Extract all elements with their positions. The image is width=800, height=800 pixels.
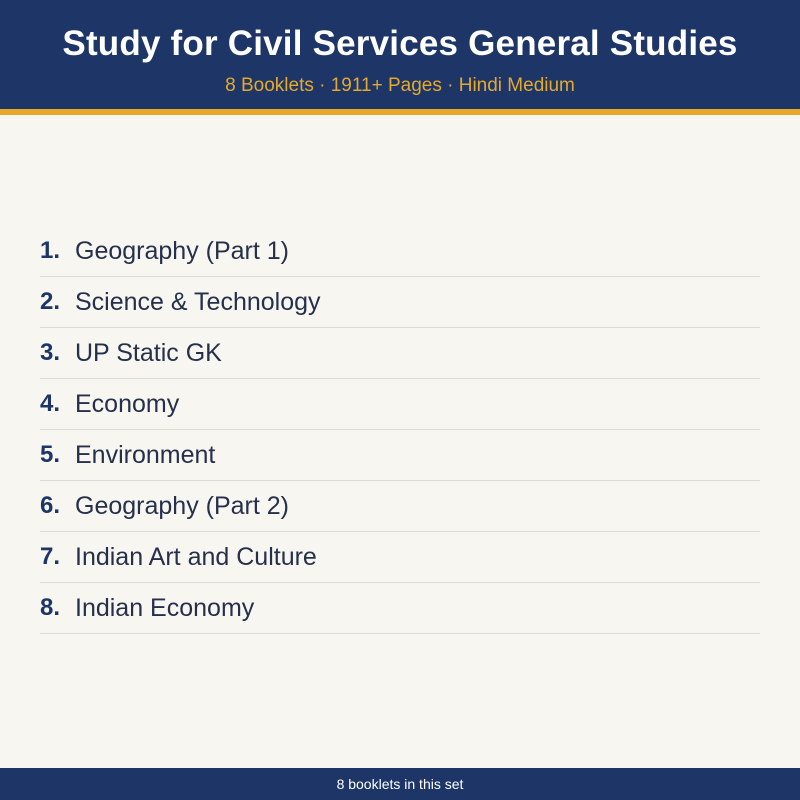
list-item <box>40 430 760 481</box>
list-item <box>40 583 760 634</box>
list-item <box>40 226 760 277</box>
footer-bar: 8 booklets in this set <box>0 768 800 800</box>
list-item-number: 2. <box>40 288 61 315</box>
list-item-title: Geography (Part 1) <box>75 236 289 265</box>
list-item-number: 4. <box>40 390 61 417</box>
list-item <box>40 328 760 379</box>
list-item-title: Environment <box>75 440 216 469</box>
list-item <box>40 532 760 583</box>
header-banner <box>0 0 800 115</box>
list-item-title: Indian Economy <box>75 593 255 622</box>
list-item <box>40 481 760 532</box>
list-item-number: 8. <box>40 594 61 621</box>
list-item-title: UP Static GK <box>75 338 222 367</box>
page-title: Study for Civil Services General Studies <box>62 24 738 63</box>
list-item-title: Indian Art and Culture <box>75 542 317 571</box>
booklet-list <box>40 226 760 634</box>
list-item-title: Economy <box>75 389 180 418</box>
list-item-number: 1. <box>40 237 61 264</box>
list-item-number: 7. <box>40 543 61 570</box>
list-item-title: Geography (Part 2) <box>75 491 289 520</box>
list-item-number: 6. <box>40 492 61 519</box>
list-item <box>40 277 760 328</box>
list-item <box>40 379 760 430</box>
page-subtitle: 8 Booklets · 1911+ Pages · Hindi Medium <box>225 75 575 96</box>
list-item-title: Science & Technology <box>75 287 321 316</box>
list-item-number: 3. <box>40 339 61 366</box>
list-item-number: 5. <box>40 441 61 468</box>
